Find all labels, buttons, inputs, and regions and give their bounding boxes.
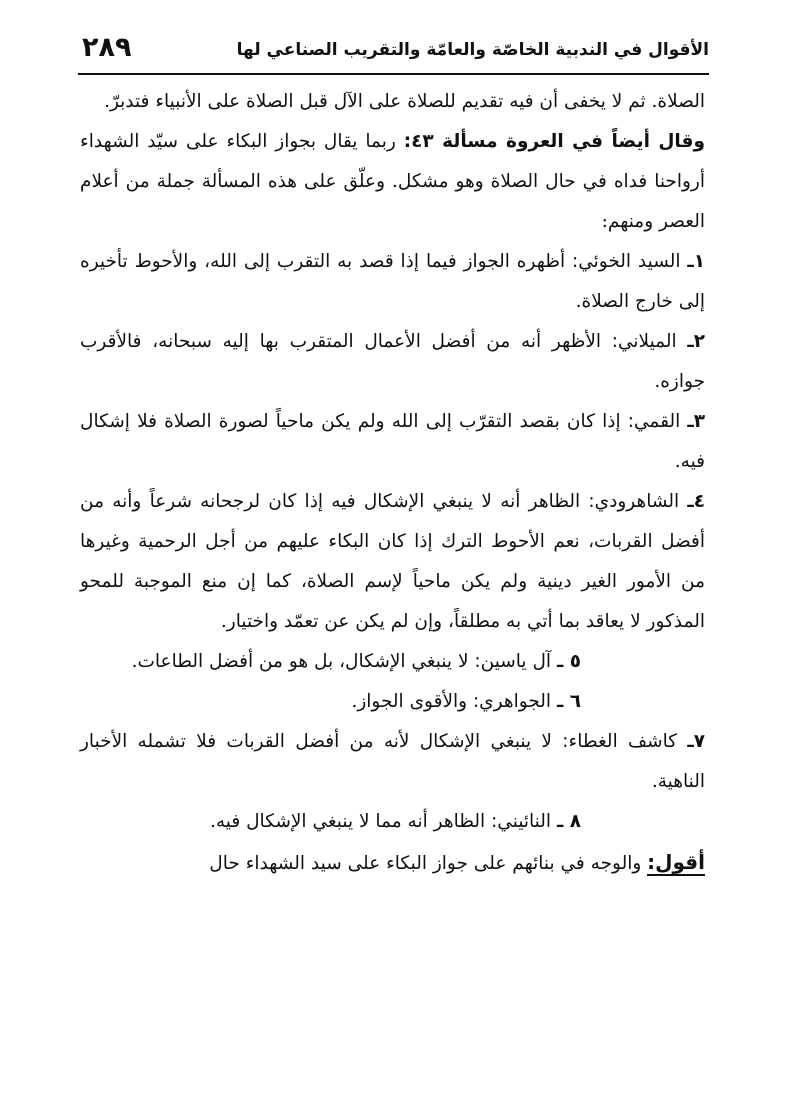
closing-paragraph — [80, 842, 705, 884]
opinion-text: والأقوى الجواز. — [351, 691, 473, 712]
opinion-number: ٦ ـ — [556, 691, 581, 712]
opinion-name: آل ياسين: — [474, 651, 552, 672]
opinion-name: النائيني: — [491, 811, 552, 832]
opinion-name: كاشف الغطاء: — [562, 731, 678, 752]
opinion-name: السيد الخوئي: — [571, 251, 681, 272]
page-header — [78, 28, 709, 72]
opinion-item — [80, 682, 705, 722]
opinion-text: أظهره الجواز فيما إذا قصد به التقرب إلى الله، والأحوط تأخيره إلى خارج الصلاة. — [80, 251, 705, 312]
opinion-item — [80, 642, 705, 682]
intro-paragraph: الصلاة. ثم لا يخفى أن فيه تقديم للصلاة على الآل قبل الصلاة على الأنبياء فتدبرّ. — [104, 91, 705, 112]
opinion-number: ٤ـ — [687, 491, 705, 512]
opinion-item — [80, 322, 705, 402]
opinion-item — [80, 242, 705, 322]
opinion-text: الظاهر أنه لا ينبغي الإشكال فيه إذا كان لرجحانه شرعاً وأنه من أفضل القربات، نعم الأحوط الترك إذا كان البكاء عليهم من أجل الرحمية وغيرها من الأمور الغير دينية ولم يكن ماحياً لإسم الصلاة، كما إن منع الموجبة للمحو المذكور لا يعاقد بما أتي به مطلقاً، وإن لم يكن عن تعمّد واختيار. — [80, 491, 705, 632]
opinion-number: ١ـ — [687, 251, 705, 272]
header-divider — [78, 73, 709, 75]
quote-lead: وقال أيضاً في العروة مسألة ٤٣: — [403, 131, 705, 152]
opinion-number: ٨ ـ — [556, 811, 581, 832]
opinion-text: إذا كان بقصد التقرّب إلى الله ولم يكن ماحياً لصورة الصلاة فلا إشكال فيه. — [80, 411, 705, 472]
opinion-name: الشاهرودي: — [588, 491, 680, 512]
opinion-item — [80, 482, 705, 642]
opinion-name: الميلاني: — [611, 331, 677, 352]
opinion-text: لا ينبغي الإشكال لأنه من أفضل القربات فلا تشمله الأخبار الناهية. — [80, 731, 705, 792]
page-body — [80, 82, 705, 884]
opinion-number: ٧ـ — [687, 731, 706, 752]
opinion-text: لا ينبغي الإشكال، بل هو من أفضل الطاعات. — [131, 651, 475, 672]
opinion-name: القمي: — [627, 411, 681, 432]
opinion-item — [80, 722, 705, 802]
opinion-number: ٥ ـ — [556, 651, 581, 672]
running-title: الأقوال في الندبية الخاصّة والعامّة والتقريب الصناعي لها — [236, 40, 709, 60]
opinion-name: الجواهري: — [472, 691, 552, 712]
closing-text: والوجه في بنائهم على جواز البكاء على سيد الشهداء حال — [209, 853, 648, 874]
quote-paragraph — [80, 122, 705, 242]
opinion-number: ٢ـ — [687, 331, 705, 352]
closing-lead: أقول: — [647, 850, 705, 874]
opinion-item — [80, 402, 705, 482]
opinion-text: الظاهر أنه مما لا ينبغي الإشكال فيه. — [209, 811, 492, 832]
opinion-text: الأظهر أنه من أفضل الأعمال المتقرب بها إليه سبحانه، فالأقرب جوازه. — [80, 331, 705, 392]
opinion-item — [80, 802, 705, 842]
opinion-number: ٣ـ — [687, 411, 705, 432]
quote-text: ربما يقال بجواز البكاء على سيّد الشهداء أرواحنا فداه في حال الصلاة وهو مشكل. وعلّق على هذه المسألة جملة من أعلام العصر ومنهم: — [80, 131, 705, 232]
page-number: ٢٨٩ — [82, 32, 132, 63]
